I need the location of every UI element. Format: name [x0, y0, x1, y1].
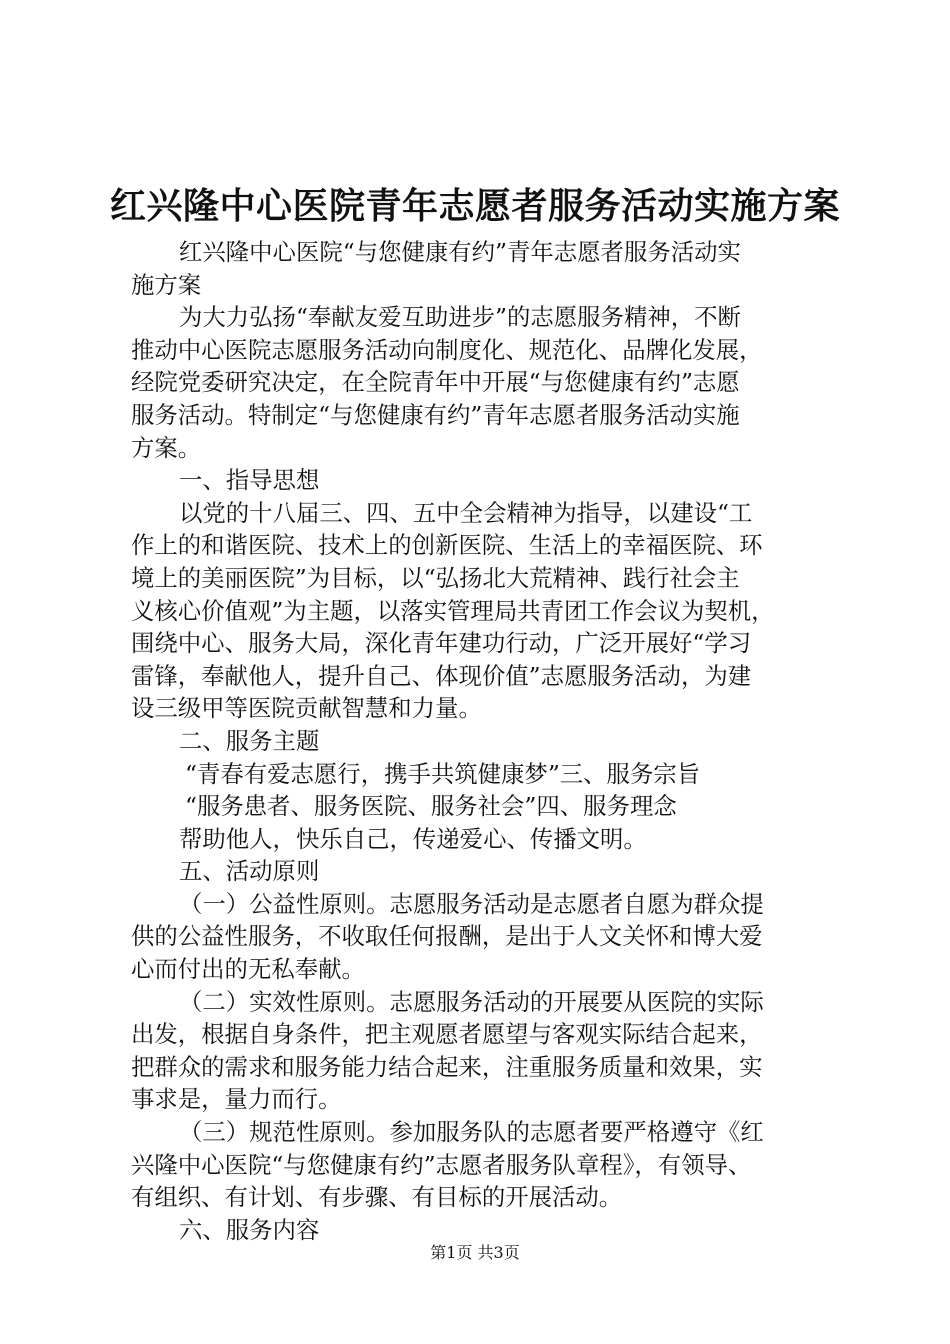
text-line: 五、活动原则: [179, 857, 320, 886]
text-line: 帮助他人，快乐自己，传递爱心、传播文明。: [179, 824, 647, 853]
text-line: 二、服务主题: [179, 726, 320, 755]
text-line: 设三级甲等医院贡献智慧和力量。: [131, 694, 482, 723]
text-line: 把群众的需求和服务能力结合起来，注重服务质量和效果，实: [131, 1052, 763, 1081]
text-line: 一、指导思想: [179, 466, 320, 495]
text-line: 作上的和谐医院、技术上的创新医院、生活上的幸福医院、环: [131, 531, 763, 560]
paragraph-intro: [131, 301, 831, 464]
paragraph-h2: [131, 725, 831, 758]
paragraph-idea: [131, 823, 831, 856]
paragraph-rule3: [131, 1116, 831, 1214]
text-line: 为大力弘扬“奉献友爱互助进步”的志愿服务精神，不断: [179, 303, 741, 332]
text-line: 推动中心医院志愿服务活动向制度化、规范化、品牌化发展，: [131, 335, 763, 364]
paragraph-theme: [131, 758, 831, 791]
paragraph-subtitle: [131, 236, 831, 301]
text-line: 义核心价值观”为主题，以落实管理局共青团工作会议为契机，: [131, 596, 775, 625]
text-line: （三）规范性原则。参加服务队的志愿者要严格遵守《红: [179, 1118, 764, 1147]
document-body: [131, 236, 831, 1246]
text-line: 施方案: [131, 270, 202, 299]
paragraph-rule2: [131, 986, 831, 1116]
paragraph-guide: [131, 497, 831, 725]
text-line: 六、服务内容: [179, 1215, 320, 1244]
text-line: 心而付出的无私奉献。: [131, 955, 365, 984]
text-line: 服务活动。特制定“与您健康有约”青年志愿者服务活动实施: [131, 400, 740, 429]
text-line: 供的公益性服务，不收取任何报酬，是出于人文关怀和博大爱: [131, 922, 763, 951]
text-line: 出发，根据自身条件，把主观愿者愿望与客观实际结合起来，: [131, 1020, 763, 1049]
text-line: 方案。: [131, 433, 202, 462]
text-line: 红兴隆中心医院“与您健康有约”青年志愿者服务活动实: [179, 238, 741, 266]
paragraph-h1: [131, 464, 831, 497]
page-footer: 第1页 共3页: [430, 1243, 520, 1262]
text-line: 经院党委研究决定，在全院青年中开展“与您健康有约”志愿: [131, 368, 740, 397]
text-line: 兴隆中心医院“与您健康有约”志愿者服务队章程》，有领导、: [131, 1150, 752, 1179]
text-line: “服务患者、服务医院、服务社会”四、服务理念: [185, 792, 677, 821]
paragraph-rule1: [131, 888, 831, 986]
text-line: （一）公益性原则。志愿服务活动是志愿者自愿为群众提: [179, 889, 764, 918]
document-title: 红兴隆中心医院青年志愿者服务活动实施方案: [109, 186, 840, 227]
text-line: 事求是，量力而行。: [131, 1085, 342, 1114]
text-line: 有组织、有计划、有步骤、有目标的开展活动。: [131, 1183, 623, 1212]
paragraph-h5: [131, 855, 831, 888]
text-line: 围绕中心、服务大局，深化青年建功行动，广泛开展好“学习: [131, 629, 752, 658]
text-line: 雷锋，奉献他人，提升自己、体现价值”志愿服务活动，为建: [131, 661, 752, 690]
text-line: “青春有爱志愿行，携手共筑健康梦”三、服务宗旨: [185, 759, 701, 788]
text-line: 境上的美丽医院”为目标，以“弘扬北大荒精神、践行社会主: [131, 563, 740, 592]
text-line: （二）实效性原则。志愿服务活动的开展要从医院的实际: [179, 987, 764, 1016]
paragraph-purpose: [131, 790, 831, 823]
text-line: 以党的十八届三、四、五中全会精神为指导，以建设“工: [179, 498, 753, 527]
